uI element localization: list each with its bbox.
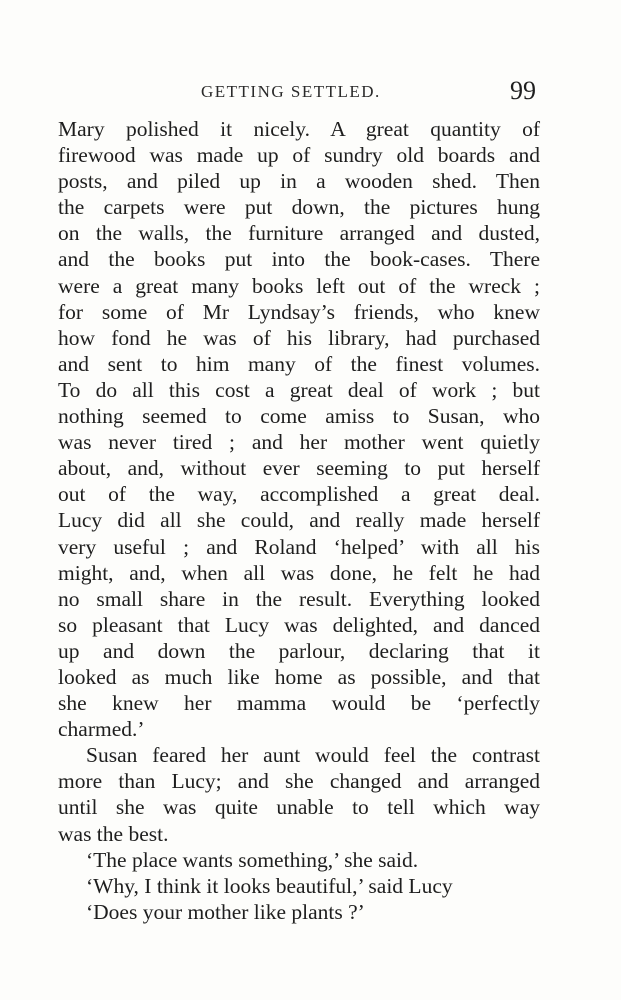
text-line: was the best.	[58, 821, 169, 846]
text-line: very useful ; and Roland ‘helped’ with all his	[58, 534, 540, 559]
page-number: 99	[510, 76, 536, 105]
text-line: looked as much like home as possible, and that	[58, 664, 540, 689]
paragraph	[58, 899, 540, 925]
paragraph	[58, 873, 540, 899]
text-line: was never tired ; and her mother went quietly	[58, 430, 540, 455]
body-text	[58, 116, 540, 925]
paragraph	[58, 116, 540, 742]
text-line: nothing seemed to come amiss to Susan, who	[58, 404, 540, 429]
paragraph	[58, 742, 540, 846]
text-line: she knew her mamma would be ‘perfectly	[58, 691, 540, 716]
paragraph	[58, 847, 540, 873]
text-line: firewood was made up of sundry old boards and	[58, 143, 540, 168]
text-line: To do all this cost a great deal of work ; but	[58, 377, 540, 402]
text-line: were a great many books left out of the wreck ;	[58, 273, 540, 298]
text-line: the carpets were put down, the pictures hung	[58, 195, 540, 220]
text-line: ‘Does your mother like plants ?’	[86, 899, 365, 924]
text-line: for some of Mr Lyndsay’s friends, who knew	[58, 299, 540, 324]
text-line: up and down the parlour, declaring that it	[58, 638, 540, 663]
text-line: about, and, without ever seeming to put herself	[58, 456, 540, 481]
running-head	[58, 78, 538, 108]
text-line: posts, and piled up in a wooden shed. Then	[58, 169, 540, 194]
text-line: on the walls, the furniture arranged and dusted,	[58, 221, 540, 246]
text-line: ‘Why, I think it looks beautiful,’ said Lucy	[86, 873, 453, 898]
text-line: out of the way, accomplished a great deal.	[58, 482, 540, 507]
text-line: and sent to him many of the finest volumes.	[58, 351, 540, 376]
text-line: until she was quite unable to tell which way	[58, 795, 540, 820]
text-line: Lucy did all she could, and really made herself	[58, 508, 540, 533]
text-line: no small share in the result. Everything looked	[58, 586, 540, 611]
text-line: Mary polished it nicely. A great quantity of	[58, 117, 540, 141]
text-line: might, and, when all was done, he felt he had	[58, 560, 540, 585]
text-line: so pleasant that Lucy was delighted, and danced	[58, 612, 540, 637]
text-line: Susan feared her aunt would feel the contrast	[86, 743, 540, 768]
text-line: charmed.’	[58, 717, 145, 742]
text-line: ‘The place wants something,’ she said.	[86, 847, 419, 872]
chapter-running-title: GETTING SETTLED.	[201, 82, 381, 101]
text-line: more than Lucy; and she changed and arranged	[58, 769, 540, 794]
text-line: and the books put into the book-cases. There	[58, 247, 540, 272]
text-line: how fond he was of his library, had purchased	[58, 325, 540, 350]
